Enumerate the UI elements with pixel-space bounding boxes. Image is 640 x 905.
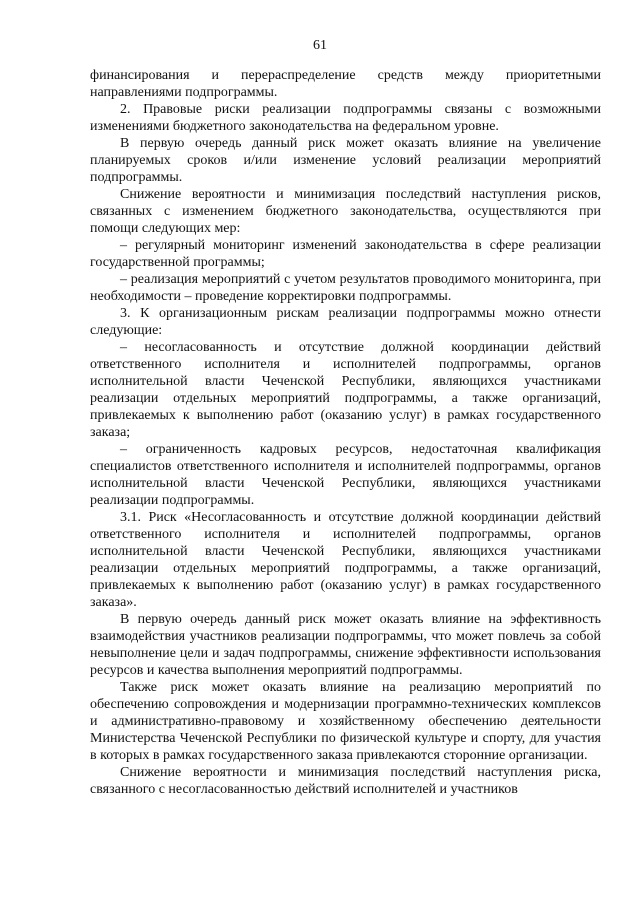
paragraph-legal-risks: 2. Правовые риски реализации подпрограммы связаны с возможными изменениями бюджетного законодательства на федеральном уровне. — [90, 102, 601, 134]
document-body — [90, 67, 601, 798]
page-number: 61 — [313, 38, 327, 53]
list-item-monitoring: – регулярный мониторинг изменений законодательства в сфере реализации государственной программы; — [90, 238, 601, 270]
paragraph-risk-3-1-mitigation: Снижение вероятности и минимизация последствий наступления риска, связанного с несогласованностью действий исполнителей и участников — [90, 765, 601, 797]
paragraph-legal-risks-mitigation: Снижение вероятности и минимизация последствий наступления рисков, связанных с изменением бюджетного законодательства, осуществляются при помощи следующих мер: — [90, 187, 601, 236]
list-item-personnel: – ограниченность кадровых ресурсов, недостаточная квалификация специалистов ответственного исполнителя и исполнителей подпрограммы, органов исполнительной власти Чеченской Республики, являющихся участниками реализации подпрограммы. — [90, 442, 601, 508]
paragraph-risk-3-1-impact: В первую очередь данный риск может оказать влияние на эффективность взаимодействия участников реализации подпрограммы, что может повлечь за собой невыполнение цели и задач подпрограммы, снижение эффективности использования ресурсов и качества выполнения мероприятий подпрограммы. — [90, 612, 601, 678]
list-item-coordination: – несогласованность и отсутствие должной координации действий ответственного исполнителя и исполнителей подпрограммы, органов исполнительной власти Чеченской Республики, являющихся участниками реализации отдельных мероприятий подпрограммы, а также организаций, привлекаемых к выполнению работ (оказанию услуг) в рамках государственного заказа; — [90, 340, 601, 440]
paragraph-legal-risks-impact: В первую очередь данный риск может оказать влияние на увеличение планируемых сроков и/или изменение условий реализации мероприятий подпрограммы. — [90, 136, 601, 185]
paragraph-risk-3-1-additional: Также риск может оказать влияние на реализацию мероприятий по обеспечению сопровождения и модернизации программно-технических комплексов и административно-правовому и хозяйственному обеспечению деятельности Министерства Чеченской Республики по физической культуре и спорту, для участия в которых в рамках государственного заказа привлекаются сторонние организации. — [90, 680, 601, 763]
paragraph-organizational-risks: 3. К организационным рискам реализации подпрограммы можно отнести следующие: — [90, 306, 601, 338]
list-item-adjustment: – реализация мероприятий с учетом результатов проводимого мониторинга, при необходимости – проведение корректировки подпрограммы. — [90, 272, 601, 304]
paragraph-continuation: финансирования и перераспределение средств между приоритетными направлениями подпрограммы. — [90, 68, 601, 100]
paragraph-risk-3-1: 3.1. Риск «Несогласованность и отсутствие должной координации действий ответственного исполнителя и исполнителей подпрограммы, органов исполнительной власти Чеченской Республики, являющихся участниками реализации отдельных мероприятий подпрограммы, а также организаций, привлекаемых к выполнению работ (оказанию услуг) в рамках государственного заказа». — [90, 510, 601, 610]
